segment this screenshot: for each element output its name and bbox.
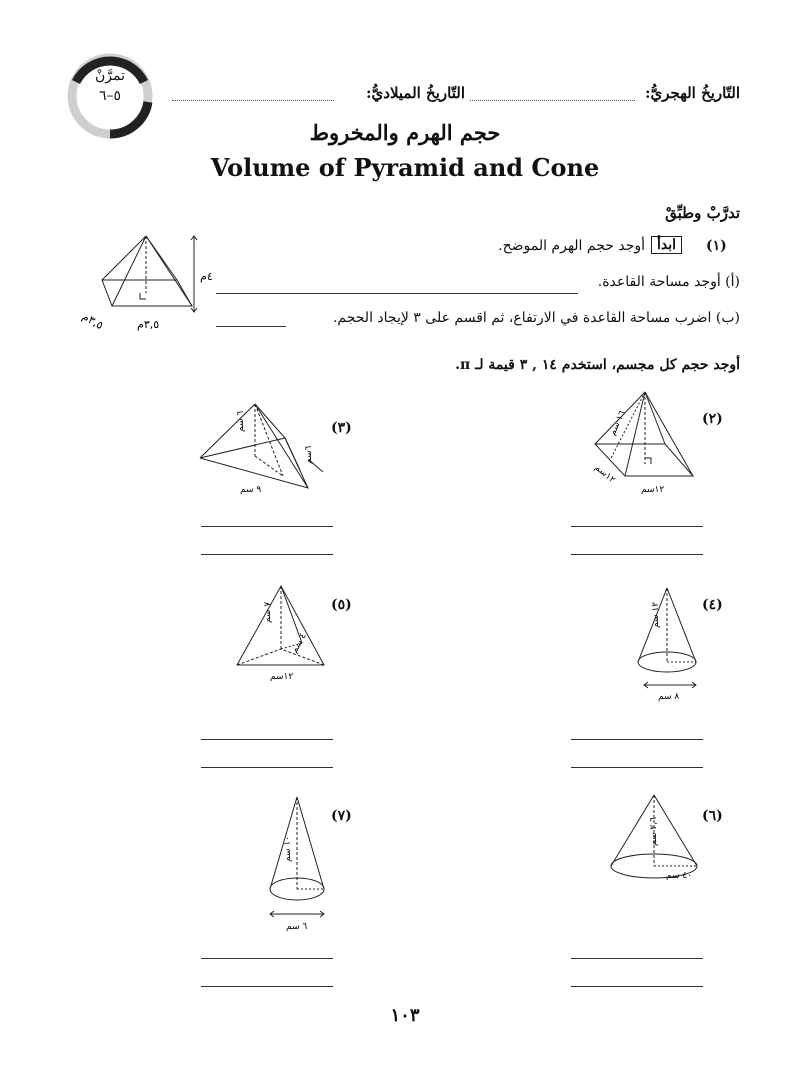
q1-side2-label: ٣,٥م — [137, 318, 160, 331]
p7-cone-figure — [262, 794, 337, 939]
p6-answer-line-2[interactable] — [571, 986, 703, 987]
p2-height-label: ١٦ سم — [607, 409, 628, 438]
p3-base-height-label: ٦سم — [304, 445, 314, 464]
p5-pyramid-figure — [234, 583, 329, 683]
gregorian-date-field[interactable] — [172, 100, 334, 101]
p6-answer-line-1[interactable] — [571, 958, 703, 959]
lesson-badge-number: ٥–٦ — [98, 88, 122, 104]
p5-height-label: ٧ سم — [263, 601, 273, 623]
p7-height-label: ١٠ سم — [283, 835, 293, 862]
p5-base-label: ١٢سم — [270, 672, 294, 682]
p4-cone-figure — [632, 586, 707, 704]
p7-answer-line-2[interactable] — [201, 986, 333, 987]
p3-answer-line-1[interactable] — [201, 526, 333, 527]
q1-text: أوجد حجم الهرم الموضح. — [498, 238, 645, 254]
q1-height-label: ٤م — [200, 270, 213, 283]
q1-start-tag: ابدأ — [651, 236, 682, 254]
p4-answer-line-1[interactable] — [571, 739, 703, 740]
hijri-date-field[interactable] — [470, 100, 635, 101]
p3-number: (٣) — [331, 420, 352, 436]
p2-answer-line-2[interactable] — [571, 554, 703, 555]
page-title-english: Volume of Pyramid and Cone — [210, 153, 600, 182]
q1-part-a-answer[interactable] — [216, 293, 578, 294]
p6-height-label: ٢,٦ سم — [649, 817, 659, 846]
p5-answer-line-2[interactable] — [201, 767, 333, 768]
page-number: ١٠٣ — [390, 1005, 420, 1026]
p6-number: (٦) — [702, 808, 723, 824]
p2-side2-label: ١٢سم — [641, 485, 665, 495]
lesson-badge — [66, 66, 154, 106]
q1-side1-label: ٣,٥م — [79, 309, 106, 333]
p2-side1-label: ١٢سم — [592, 462, 617, 486]
page-title-arabic: حجم الهرم والمخروط — [309, 120, 501, 145]
p3-height-label: ٦ سم — [236, 410, 246, 432]
q1-number: (١) — [706, 238, 727, 254]
p4-diameter-label: ٨ سم — [658, 692, 680, 702]
p4-answer-line-2[interactable] — [571, 767, 703, 768]
q1-pyramid-figure — [79, 228, 222, 338]
section-heading: تدرَّبْ وطبِّقْ — [665, 204, 740, 222]
gregorian-date-label: التّاريخُ الميلاديُّ: — [365, 84, 465, 102]
p3-pyramid-figure — [195, 400, 330, 500]
p3-side-label: ٩ سم — [240, 485, 262, 495]
p5-answer-line-1[interactable] — [201, 739, 333, 740]
p3-answer-line-2[interactable] — [201, 554, 333, 555]
p7-answer-line-1[interactable] — [201, 958, 333, 959]
hijri-date-label: التّاريخُ الهجريُّ: — [644, 84, 740, 102]
p6-radius-label: ٤٠ سم — [666, 871, 693, 881]
q1-part-a: (أ) أوجد مساحة القاعدة. — [597, 274, 740, 290]
p4-height-label: ١٢ سم — [651, 601, 661, 628]
p2-pyramid-figure — [585, 388, 705, 500]
p6-cone-figure — [608, 792, 703, 884]
p7-diameter-label: ٦ سم — [286, 922, 308, 932]
instruction-text: أوجد حجم كل مجسم، استخدم ١٤ , ٣ قيمة لـ π. — [455, 357, 740, 373]
p7-number: (٧) — [331, 808, 352, 824]
p4-number: (٤) — [702, 597, 723, 613]
lesson-badge-title: تمرَّنْ — [95, 68, 125, 84]
p5-number: (٥) — [331, 597, 352, 613]
p2-number: (٢) — [702, 411, 723, 427]
q1-part-b-answer[interactable] — [216, 326, 286, 327]
p5-slant-label: ٤ سم — [289, 631, 309, 655]
p2-answer-line-1[interactable] — [571, 526, 703, 527]
q1-part-b: (ب) اضرب مساحة القاعدة في الارتفاع، ثم اقسم على ٣ لإيجاد الحجم. — [332, 310, 740, 326]
